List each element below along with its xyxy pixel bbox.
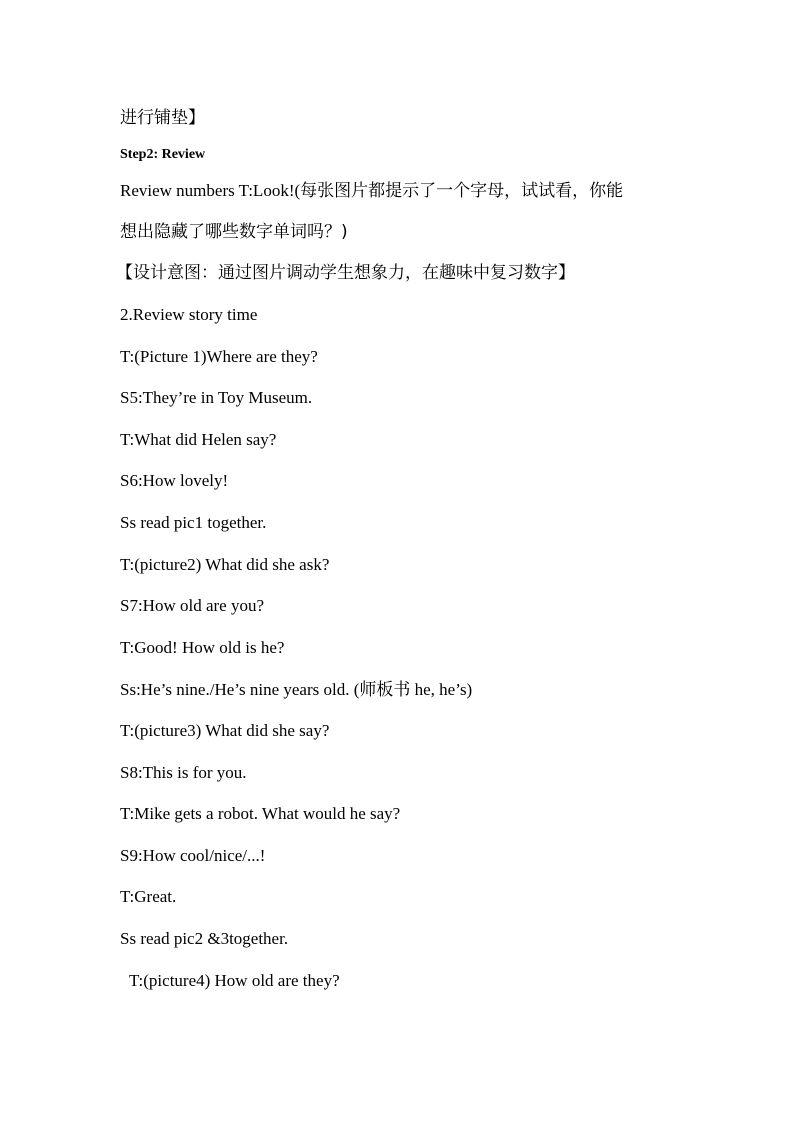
text-line-4: 想出隐藏了哪些数字单词吗？) bbox=[120, 222, 348, 242]
dialogue-line: T:What did Helen say? bbox=[120, 430, 277, 449]
dialogue-line: S8:This is for you. bbox=[120, 763, 247, 782]
step-heading: Step2: Review bbox=[120, 147, 206, 162]
section-heading: 2.Review story time bbox=[120, 305, 258, 324]
dialogue-line: T:(Picture 1)Where are they? bbox=[120, 347, 318, 366]
dialogue-line: T:Mike gets a robot. What would he say? bbox=[120, 804, 401, 823]
text-line-1: 进行铺垫】 bbox=[120, 108, 205, 128]
dialogue-line: S5:They’re in Toy Museum. bbox=[120, 388, 313, 407]
dialogue-line: S7:How old are you? bbox=[120, 596, 265, 615]
dialogue-line: T:(picture2) What did she ask? bbox=[120, 555, 330, 574]
dialogue-line: Ss:He’s nine./He’s nine years old. (师板书 he, he’s) bbox=[120, 680, 473, 699]
dialogue-line: S9:How cool/nice/...! bbox=[120, 846, 266, 865]
dialogue-line: Ss read pic2 &3together. bbox=[120, 929, 289, 948]
text-line-3: Review numbers T:Look!(每张图片都提示了一个字母，试试看，你能 bbox=[120, 181, 624, 200]
dialogue-line: Ss read pic1 together. bbox=[120, 513, 267, 532]
dialogue-line: T:Good! How old is he? bbox=[120, 638, 285, 657]
dialogue-line: T:(picture3) What did she say? bbox=[120, 721, 330, 740]
dialogue-line: T:Great. bbox=[120, 887, 177, 906]
design-intent-note: 【设计意图：通过图片调动学生想象力，在趣味中复习数字】 bbox=[116, 263, 575, 283]
dialogue-line: T:(picture4) How old are they? bbox=[129, 971, 340, 990]
dialogue-line: S6:How lovely! bbox=[120, 471, 229, 490]
